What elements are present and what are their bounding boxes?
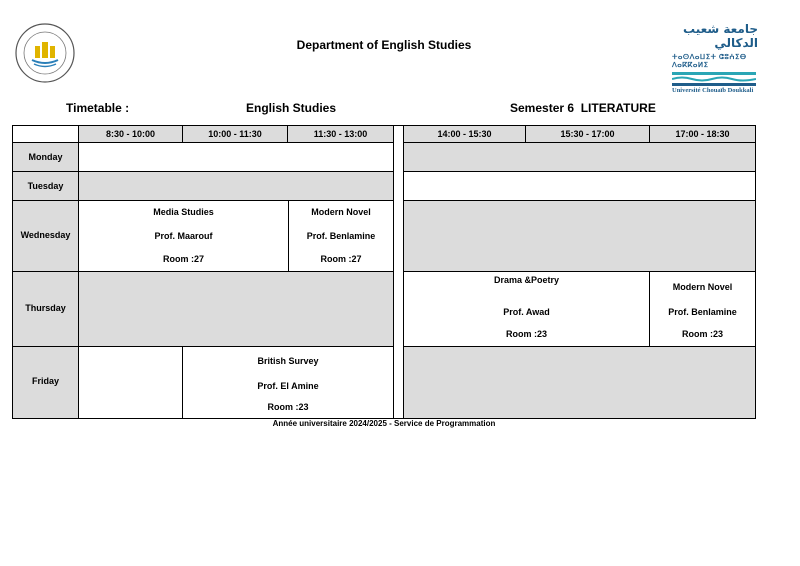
day-label xyxy=(12,346,79,419)
time-header-label: 15:30 - 17:00 xyxy=(560,129,615,139)
time-header xyxy=(287,125,394,143)
day-label-text: Thursday xyxy=(25,303,66,313)
course-slot[interactable] xyxy=(288,200,394,272)
semester-label: Semester 6 LITERATURE xyxy=(510,101,656,115)
empty-slot xyxy=(403,142,756,172)
day-label-text: Wednesday xyxy=(20,230,71,240)
course-slot[interactable] xyxy=(403,271,650,347)
empty-slot xyxy=(403,346,756,419)
university-tifinagh-name: ⵜⴰⵙⴷⴰⵡⵉⵜ ⵛⵓⵄⵉⴱ ⴷⴰⴽⴽⴰⵍⵉ xyxy=(672,54,747,69)
day-label xyxy=(12,271,79,347)
empty-slot xyxy=(78,142,394,172)
university-arabic-name: جامعة شعيب الدكالي xyxy=(683,22,758,50)
time-header xyxy=(182,125,288,143)
day-label-text: Monday xyxy=(28,152,63,162)
time-header-label: 8:30 - 10:00 xyxy=(105,129,156,139)
empty-slot xyxy=(403,200,756,272)
course-title: Modern Novel xyxy=(311,207,371,217)
timetable-label: Timetable : xyxy=(66,101,130,115)
time-header-label: 17:00 - 18:30 xyxy=(675,129,730,139)
room-label: Room :27 xyxy=(320,254,362,264)
course-slot[interactable] xyxy=(78,200,289,272)
empty-slot xyxy=(403,171,756,201)
day-label-text: Friday xyxy=(31,376,59,386)
time-header-label: 14:00 - 15:30 xyxy=(437,129,492,139)
room-label: Room :23 xyxy=(681,329,723,339)
professor-name: Prof. El Amine xyxy=(257,381,319,391)
professor-name: Prof. Benlamine xyxy=(668,307,737,317)
course-slot[interactable] xyxy=(649,271,756,347)
page-title: Department of English Studies xyxy=(296,38,472,52)
university-french-name: Université Chouaïb Doukkali xyxy=(672,87,754,94)
course-title: British Survey xyxy=(257,356,319,366)
course-slot[interactable] xyxy=(182,346,394,419)
time-header-label: 10:00 - 11:30 xyxy=(208,129,262,139)
day-label xyxy=(12,142,79,172)
professor-name: Prof. Maarouf xyxy=(154,231,213,241)
empty-slot xyxy=(78,271,394,347)
time-header-label: 11:30 - 13:00 xyxy=(313,129,368,139)
time-header xyxy=(403,125,526,143)
room-label: Room :23 xyxy=(267,402,309,412)
time-header xyxy=(649,125,756,143)
day-label xyxy=(12,200,79,272)
time-header xyxy=(525,125,650,143)
day-label xyxy=(12,171,79,201)
empty-slot xyxy=(78,346,183,419)
day-label-text: Tuesday xyxy=(27,181,64,191)
course-title: Modern Novel xyxy=(672,282,733,292)
corner-cell xyxy=(12,125,79,143)
course-title: Media Studies xyxy=(153,207,214,217)
course-title: Drama &Poetry xyxy=(493,275,560,285)
program-name: English Studies xyxy=(246,101,337,115)
room-label: Room :23 xyxy=(505,329,547,339)
empty-slot xyxy=(78,171,394,201)
footer-note: Année universitaire 2024/2025 - Service de Programmation xyxy=(272,419,496,428)
professor-name: Prof. Benlamine xyxy=(306,231,376,241)
time-header xyxy=(78,125,183,143)
professor-name: Prof. Awad xyxy=(503,307,550,317)
room-label: Room :27 xyxy=(162,254,204,264)
